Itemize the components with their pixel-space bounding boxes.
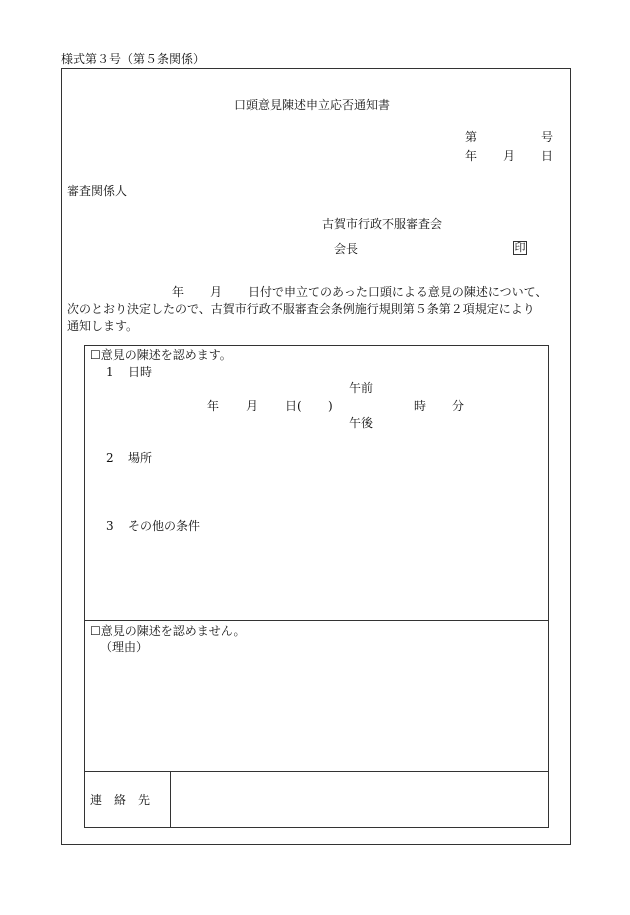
issuer-organization: 古賀市行政不服審査会 (322, 217, 443, 231)
datetime-year: 年 (207, 399, 220, 413)
issuer-position: 会長 (334, 242, 359, 256)
decision-table (84, 345, 549, 828)
item-1-label: 日時 (128, 365, 153, 379)
recipient: 審査関係人 (67, 184, 128, 198)
date-year: 年 (465, 149, 478, 163)
body-line1: 日付で申立てのあった口頭による意見の陳述について、 (248, 285, 548, 299)
item-3-label: その他の条件 (128, 519, 201, 533)
contact-label: 連 絡 先 (90, 793, 151, 807)
doc-number-prefix: 第 (465, 130, 478, 144)
deny-reason-label: （理由） (100, 640, 149, 654)
document-title: 口頭意見陳述申立応否通知書 (234, 98, 391, 112)
approve-heading-row (90, 349, 232, 361)
item-2-number: 2 (106, 451, 114, 465)
section-divider (84, 620, 549, 621)
datetime-am: 午前 (349, 381, 374, 395)
approve-heading: 意見の陳述を認めます。 (100, 348, 232, 362)
deny-heading: 意見の陳述を認めません。 (100, 624, 246, 638)
date-day: 日 (541, 149, 554, 163)
datetime-paren-close: ) (328, 399, 333, 413)
datetime-month: 月 (246, 399, 259, 413)
body-month: 月 (210, 285, 223, 299)
datetime-pm: 午後 (349, 416, 374, 430)
approve-checkbox[interactable]: ☐ (90, 348, 101, 362)
form-label: 様式第３号（第５条関係） (61, 52, 206, 66)
item-1-number: 1 (106, 365, 114, 379)
deny-heading-row (90, 625, 246, 637)
deny-checkbox[interactable]: ☐ (90, 624, 101, 638)
datetime-day: 日( (285, 399, 302, 413)
doc-number-suffix: 号 (541, 130, 554, 144)
body-year: 年 (172, 285, 185, 299)
contact-divider (84, 771, 549, 772)
body-line3: 通知します。 (67, 319, 139, 333)
date-month: 月 (503, 149, 516, 163)
seal-mark: 印 (514, 241, 526, 254)
item-2-label: 場所 (128, 451, 153, 465)
body-line2: 次のとおり決定したので、古賀市行政不服審査会条例施行規則第５条第２項規定により (67, 302, 535, 316)
datetime-minute: 分 (452, 399, 465, 413)
item-3-number: 3 (106, 519, 114, 533)
datetime-hour: 時 (414, 399, 427, 413)
contact-column-divider (170, 771, 171, 828)
